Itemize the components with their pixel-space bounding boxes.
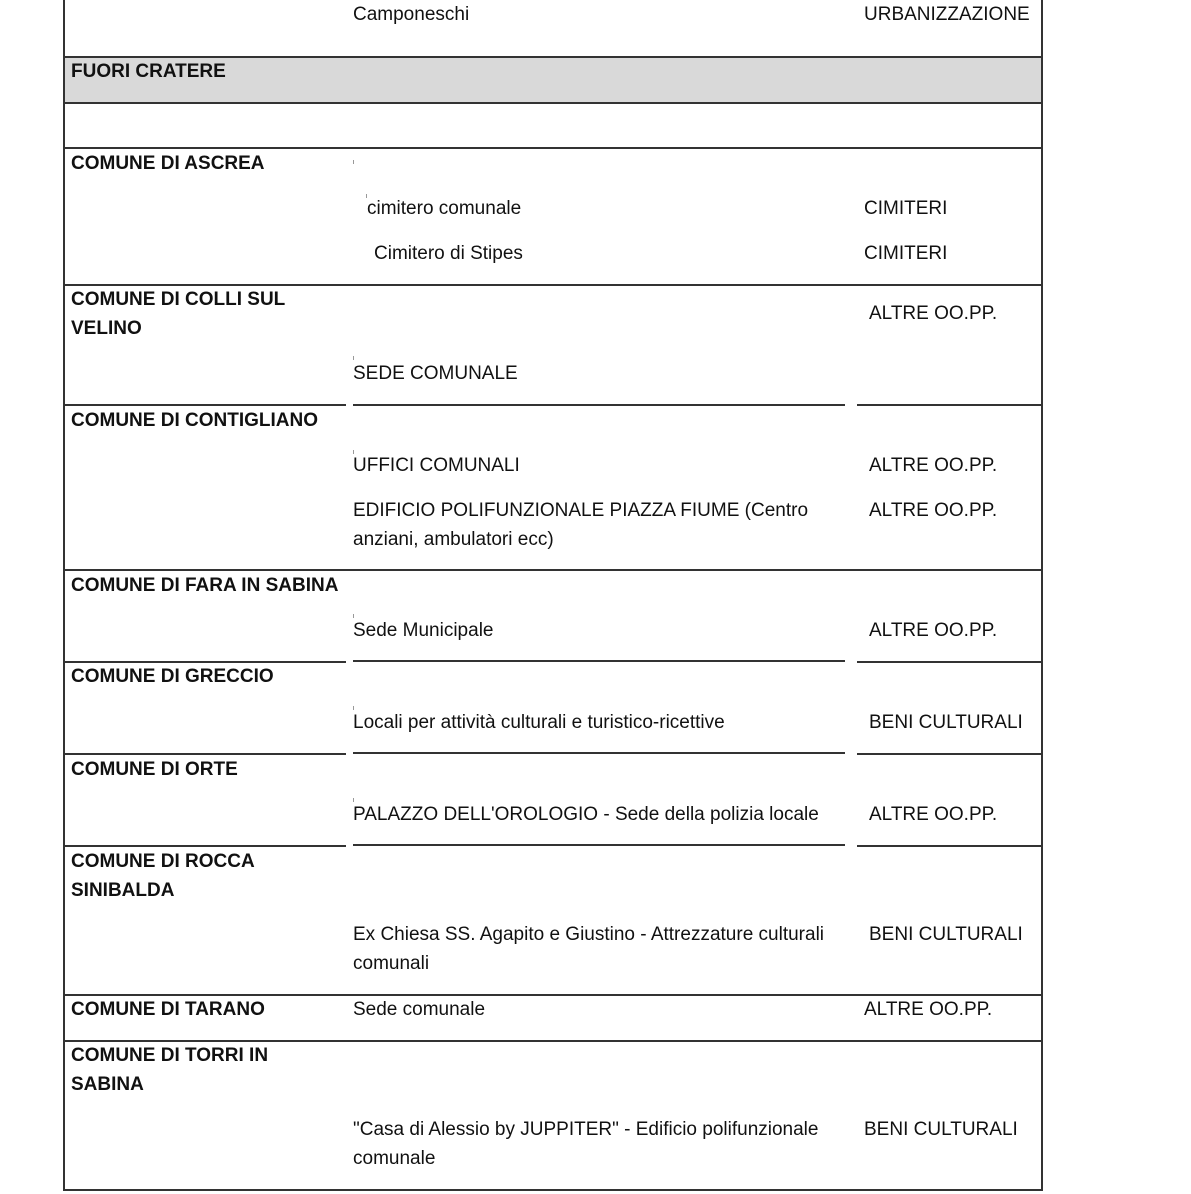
row-divider xyxy=(63,102,1043,104)
item-label: UFFICI COMUNALI xyxy=(353,455,520,476)
item-category: ALTRE OO.PP. xyxy=(869,500,998,521)
section-header: FUORI CRATERE xyxy=(71,61,226,82)
comune-name: COMUNE DI ASCREA xyxy=(71,153,265,174)
item-category: ALTRE OO.PP. xyxy=(869,303,998,324)
comune-name: COMUNE DI ORTE xyxy=(71,759,238,780)
comune-name: COMUNE DI CONTIGLIANO xyxy=(71,410,318,431)
row-divider xyxy=(353,752,845,754)
item-category: BENI CULTURALI xyxy=(869,712,1023,733)
item-category: ALTRE OO.PP. xyxy=(869,620,998,641)
item-category: ALTRE OO.PP. xyxy=(869,455,998,476)
comune-name: COMUNE DI ROCCA SINIBALDA xyxy=(71,851,254,901)
item-category: BENI CULTURALI xyxy=(869,924,1023,945)
comune-name: COMUNE DI FARA IN SABINA xyxy=(71,575,339,596)
table-right-border xyxy=(1041,0,1043,1191)
row-divider xyxy=(857,845,1043,847)
row-divider xyxy=(353,660,845,662)
comune-name: COMUNE DI TARANO xyxy=(71,999,265,1020)
item-label: EDIFICIO POLIFUNZIONALE PIAZZA FIUME (Centro anziani, ambulatori ecc) xyxy=(353,500,809,550)
row-divider xyxy=(857,661,1043,663)
row-divider xyxy=(857,753,1043,755)
row-divider xyxy=(857,404,1043,406)
comune-name: COMUNE DI COLLI SUL VELINO xyxy=(71,289,285,339)
cell-mark xyxy=(353,160,354,164)
comune-name: COMUNE DI GRECCIO xyxy=(71,666,274,687)
item-label: SEDE COMUNALE xyxy=(353,363,518,384)
item-category: ALTRE OO.PP. xyxy=(864,999,993,1020)
comune-name: COMUNE DI TORRI IN SABINA xyxy=(71,1045,269,1095)
item-category: ALTRE OO.PP. xyxy=(869,804,998,825)
table-bottom-border xyxy=(63,1189,1043,1191)
item-label: Camponeschi xyxy=(353,4,470,25)
row-divider xyxy=(353,404,845,406)
item-category: BENI CULTURALI xyxy=(864,1119,1018,1140)
item-label: Ex Chiesa SS. Agapito e Giustino - Attrezzature culturali comunali xyxy=(353,924,825,974)
row-divider xyxy=(353,844,845,846)
item-label: Locali per attività culturali e turistico-ricettive xyxy=(353,712,725,733)
item-label: PALAZZO DELL'OROLOGIO - Sede della polizia locale xyxy=(353,804,819,825)
item-label: Sede Municipale xyxy=(353,620,494,641)
item-label: Cimitero di Stipes xyxy=(374,243,523,264)
item-category: CIMITERI xyxy=(864,243,948,264)
item-category: CIMITERI xyxy=(864,198,948,219)
item-label: "Casa di Alessio by JUPPITER" - Edificio polifunzionale comunale xyxy=(353,1119,819,1169)
table-left-border xyxy=(63,0,65,1191)
item-label: cimitero comunale xyxy=(367,198,522,219)
item-category: URBANIZZAZIONE xyxy=(864,4,1030,25)
item-label: Sede comunale xyxy=(353,999,486,1020)
